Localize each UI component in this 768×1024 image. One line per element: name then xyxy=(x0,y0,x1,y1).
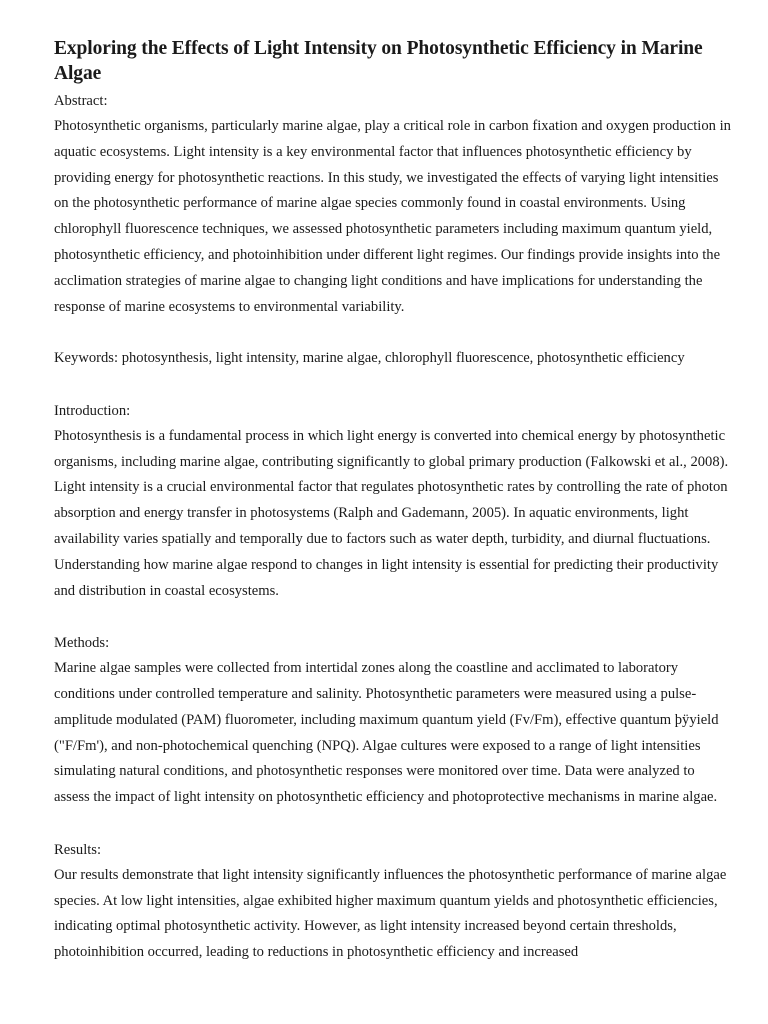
paper-page xyxy=(54,36,734,966)
methods-heading: Methods: xyxy=(54,635,110,652)
spacer xyxy=(54,372,734,398)
introduction-heading: Introduction: xyxy=(54,402,131,419)
introduction-text: Photosynthesis is a fundamental process in which light energy is converted into chemical energy by photosynthetic organisms, including marine algae, contributing significantly to global primary production (Falkowski et al., 2008). Light intensity is a crucial environmental factor that regulates photosynthetic rates by controlling the rate of photon absorption and energy transfer in photosystems (Ralph and Gademann, 2005). In aquatic environments, light availability varies spatially and temporally due to factors such as water depth, turbidity, and diurnal fluctuations. Understanding how marine algae respond to changes in light intensity is essential for predicting their productivity and distribution in coastal ecosystems. xyxy=(54,427,729,599)
abstract-heading: Abstract: xyxy=(54,93,108,109)
spacer xyxy=(54,320,734,346)
spacer xyxy=(54,604,734,630)
results-text: Our results demonstrate that light intensity significantly influences the photosynthetic performance of marine algae species. At low light intensities, algae exhibited higher maximum quantum yields and photosynthetic efficiencies, indicating optimal photosynthetic activity. However, as light intensity increased beyond certain thresholds, photoinhibition occurred, leading to reductions in photosynthetic efficiency and increased xyxy=(54,866,727,961)
methods-text: Marine algae samples were collected from intertidal zones along the coastline and acclimated to laboratory conditions under controlled temperature and salinity. Photosynthetic parameters were measured using a pulse-amplitude modulated (PAM) fluorometer, including maximum quantum yield (Fv/Fm), effective quantum þÿyield ("F/Fm'), and non-photochemical quenching (NPQ). Algae cultures were exposed to a range of light intensities simulating natural conditions, and photosynthetic responses were monitored over time. Data were analyzed to assess the impact of light intensity on photosynthetic efficiency and photoprotective mechanisms in marine algae. xyxy=(54,660,719,806)
results-heading: Results: xyxy=(54,841,102,858)
abstract-text: Photosynthetic organisms, particularly marine algae, play a critical role in carbon fixation and oxygen production in aquatic ecosystems. Light intensity is a key environmental factor that influences photosynthetic efficiency by providing energy for photosynthetic reactions. In this study, we investigated the effects of varying light intensities on the photosynthetic performance of marine algae species commonly found in coastal environments. Using chlorophyll fluorescence techniques, we assessed photosynthetic parameters including maximum quantum yield, photosynthetic efficiency, and photoinhibition under different light regimes. Our findings provide insights into the acclimation strategies of marine algae to changing light conditions and have implications for understanding the response of marine ecosystems to environmental variability. xyxy=(54,118,731,315)
keywords-text: Keywords: photosynthesis, light intensity, marine algae, chlorophyll fluorescence, photosynthetic efficiency xyxy=(54,350,685,367)
spacer xyxy=(54,811,734,837)
paper-title: Exploring the Effects of Light Intensity on Photosynthetic Efficiency in Marine Algae xyxy=(54,38,703,84)
